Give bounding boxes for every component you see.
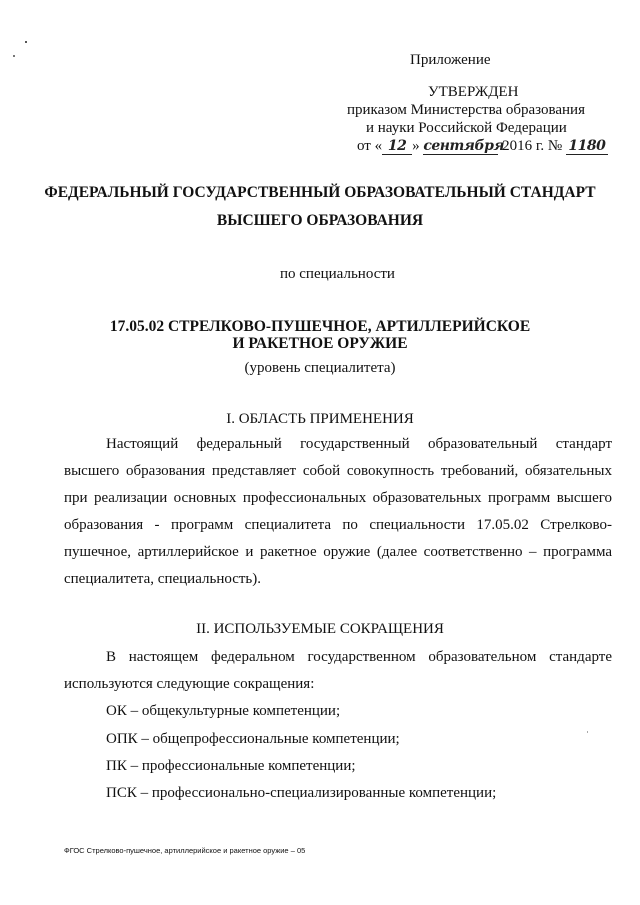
document-title-line-2: ВЫСШЕГО ОБРАЗОВАНИЯ — [216, 212, 424, 229]
abbreviation-ok: ОК – общекультурные компетенции; — [106, 703, 341, 719]
date-day-field — [382, 138, 412, 155]
date-mid: » — [412, 138, 420, 154]
date-year: 2016 г. № — [502, 138, 563, 154]
approval-line-2: и науки Российской Федерации — [366, 120, 567, 136]
scan-speck — [13, 55, 15, 57]
specialty-title-line-2: И РАКЕТНОЕ ОРУЖИЕ — [232, 335, 408, 352]
abbreviation-pk: ПК – профессиональные компетенции; — [106, 758, 356, 774]
date-day-handwritten: 12 — [387, 138, 407, 154]
appendix-label: Приложение — [410, 52, 491, 68]
document-title-line-1: ФЕДЕРАЛЬНЫЙ ГОСУДАРСТВЕННЫЙ ОБРАЗОВАТЕЛЬНЫЙ СТАНДАРТ — [44, 184, 596, 201]
approval-date-line — [357, 138, 608, 158]
date-month-field — [423, 138, 504, 155]
date-prefix: от « — [357, 138, 383, 154]
order-number-field — [566, 138, 608, 155]
specialty-level: (уровень специалитета) — [244, 360, 396, 376]
date-month-handwritten: сентября — [423, 138, 504, 154]
approval-line-1: приказом Министерства образования — [347, 102, 585, 118]
order-number-handwritten: 1180 — [568, 138, 606, 154]
section-1-heading: I. ОБЛАСТЬ ПРИМЕНЕНИЯ — [226, 411, 414, 427]
abbreviation-psk: ПСК – профессионально-специализированные компетенции; — [106, 785, 497, 801]
by-specialty-label: по специальности — [280, 266, 395, 282]
abbreviation-opk: ОПК – общепрофессиональные компетенции; — [106, 731, 400, 747]
section-2-intro: В настоящем федеральном государственном образовательном стандарте используются следующие сокращения: — [64, 649, 612, 692]
scan-speck — [25, 41, 27, 43]
section-2-heading: II. ИСПОЛЬЗУЕМЫЕ СОКРАЩЕНИЯ — [196, 621, 444, 637]
specialty-title-line-1: 17.05.02 СТРЕЛКОВО-ПУШЕЧНОЕ, АРТИЛЛЕРИЙСКОЕ — [109, 318, 531, 335]
page-footer: ФГОС Стрелково-пушечное, артиллерийское и ракетное оружие – 05 — [64, 846, 306, 855]
approved-label: УТВЕРЖДЕН — [428, 84, 519, 100]
scan-speck — [587, 731, 588, 733]
section-1-paragraph: Настоящий федеральный государственный образовательный стандарт высшего образования представляет собой совокупность требований, обязательных при реализации основных профессиональных образовательных программ высшего образования - программ специалитета по специальности 17.05.02 Стрелково-пушечное, артиллерийское и ракетное оружие (далее соответственно – программа специалитета, специальность). — [64, 436, 612, 587]
